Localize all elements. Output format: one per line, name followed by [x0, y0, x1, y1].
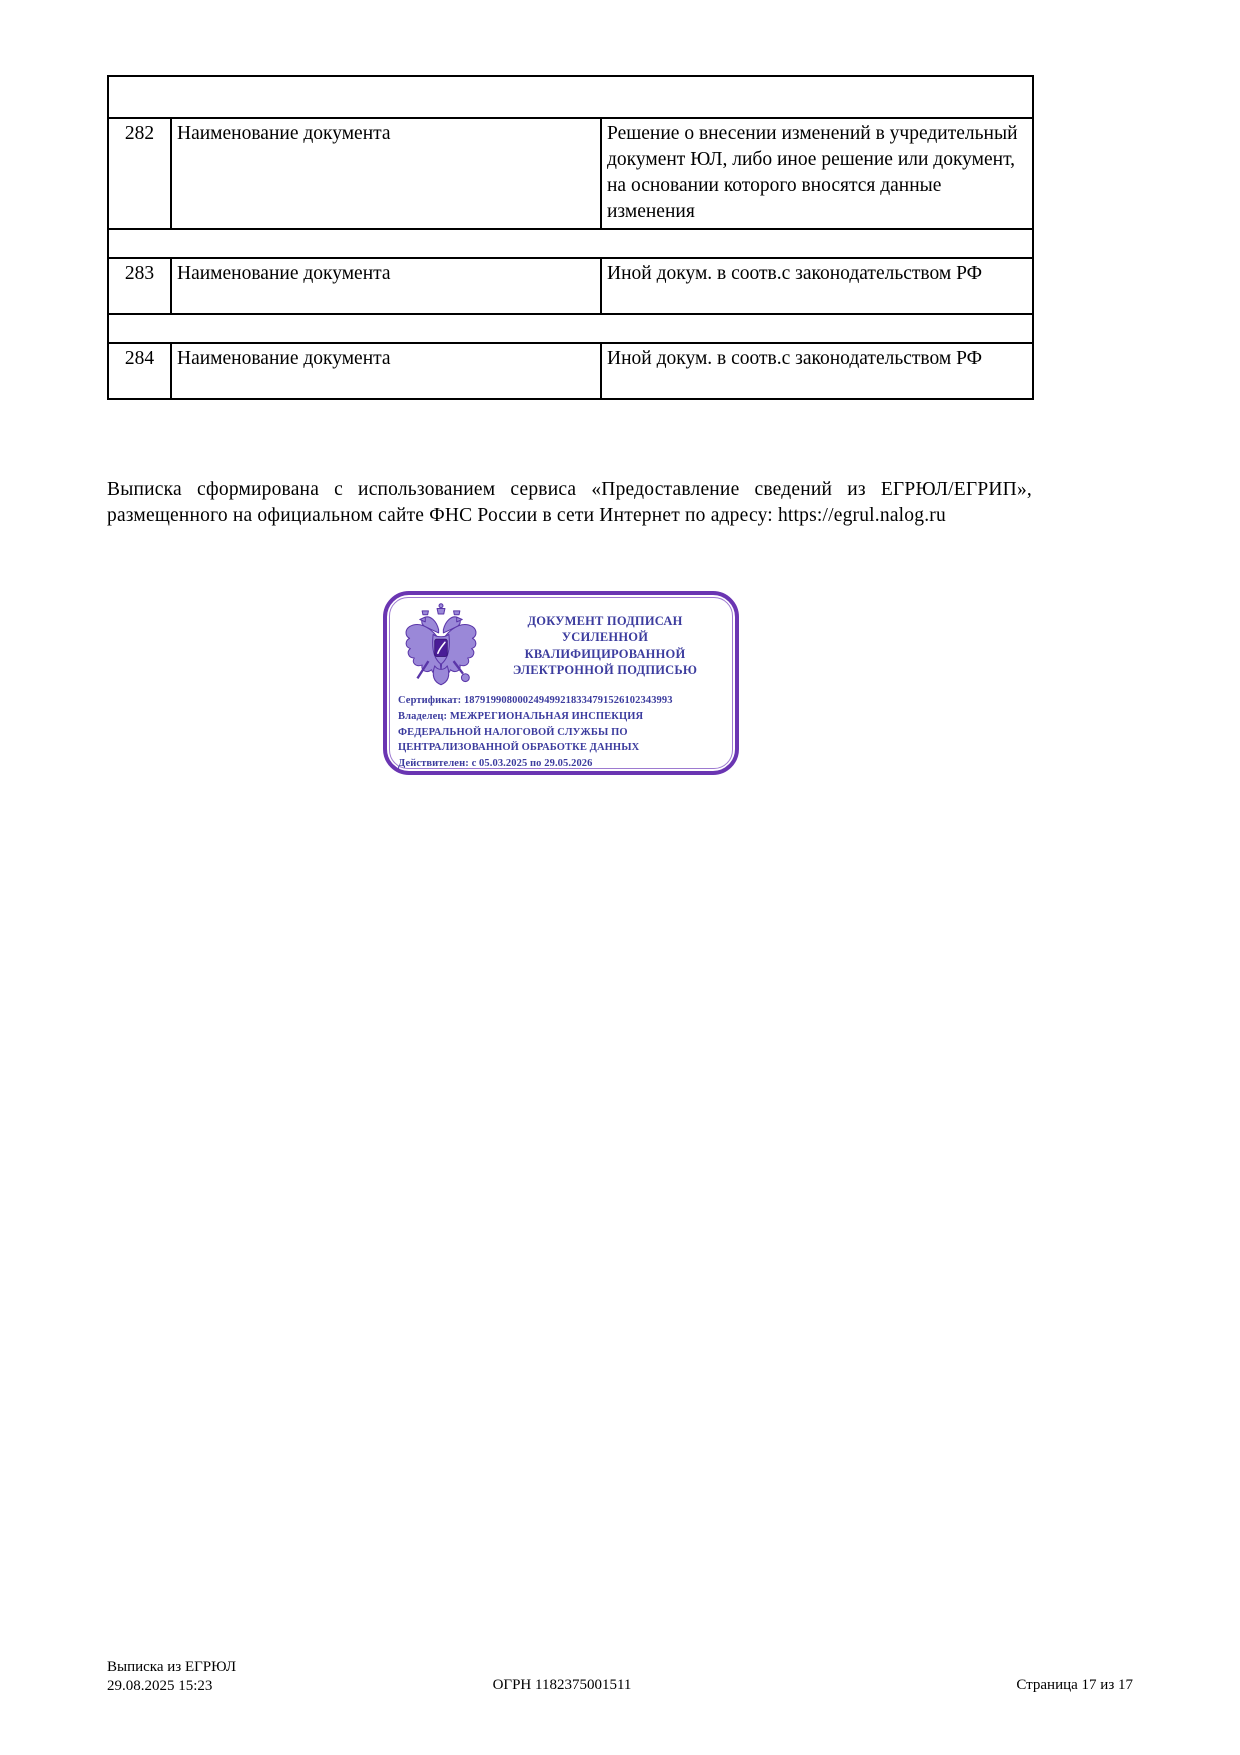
empty-cell: [108, 76, 1033, 118]
footer-doc-type: Выписка из ЕГРЮЛ: [107, 1659, 236, 1675]
table-row: [108, 258, 1033, 314]
row-number: 283: [108, 258, 171, 314]
stamp-header: [387, 603, 735, 693]
footer-datetime: 29.08.2025 15:23: [107, 1677, 213, 1694]
row-number: 282: [108, 118, 171, 229]
validity-label: Действителен:: [398, 758, 469, 769]
row-label: Наименование документа: [171, 258, 601, 314]
footer-ogrn: ОГРН 1182375001511: [492, 1677, 632, 1693]
electronic-signature-stamp: [383, 591, 739, 775]
empty-cell: [108, 229, 1033, 258]
stamp-title: [483, 603, 735, 678]
table-row: [108, 343, 1033, 399]
table-spacer-row: [108, 314, 1033, 343]
row-label: Наименование документа: [171, 118, 601, 229]
owner-label: Владелец:: [398, 710, 448, 722]
certificate-line: [398, 693, 723, 709]
double-headed-eagle-icon: [399, 603, 483, 691]
row-value: Иной докум. в соотв.с законодательством РФ: [601, 258, 1033, 314]
validity-value: с 05.03.2025 по 29.05.2026: [471, 758, 593, 769]
empty-cell: [108, 314, 1033, 343]
owner-value: МЕЖРЕГИОНАЛЬНАЯ ИНСПЕКЦИЯ ФЕДЕРАЛЬНОЙ НАЛОГОВОЙ СЛУЖБЫ ПО ЦЕНТРАЛИЗОВАННОЙ ОБРАБОТКЕ ДАННЫХ: [398, 710, 644, 754]
row-label: Наименование документа: [171, 343, 601, 399]
stamp-title-line: УСИЛЕННОЙ КВАЛИФИЦИРОВАННОЙ: [524, 630, 686, 661]
owner-line: [398, 709, 723, 756]
row-number: 284: [108, 343, 171, 399]
table-continuation-row: [108, 76, 1033, 118]
table-spacer-row: [108, 229, 1033, 258]
stamp-title-line: ЭЛЕКТРОННОЙ ПОДПИСЬЮ: [512, 662, 698, 677]
certificate-value: 187919908000249499218334791526102343993: [463, 695, 673, 706]
stamp-details: [398, 693, 723, 772]
row-value: Иной докум. в соотв.с законодательством РФ: [601, 343, 1033, 399]
document-table: [107, 75, 1034, 400]
stamp-title-line: ДОКУМЕНТ ПОДПИСАН: [527, 614, 683, 628]
certificate-label: Сертификат:: [398, 695, 462, 706]
validity-line: [398, 756, 723, 772]
footer-left: [107, 1658, 236, 1696]
row-value: Решение о внесении изменений в учредительный документ ЮЛ, либо иное решение или документ, на основании которого вносятся данные изменения: [601, 118, 1033, 229]
table-row: [108, 118, 1033, 229]
footer-page-indicator: Страница 17 из 17: [1016, 1677, 1133, 1693]
service-note: Выписка сформирована с использованием сервиса «Предоставление сведений из ЕГРЮЛ/ЕГРИП», размещенного на официальном сайте ФНС России в сети Интернет по адресу: https://egrul.nalog.ru: [107, 479, 1032, 526]
